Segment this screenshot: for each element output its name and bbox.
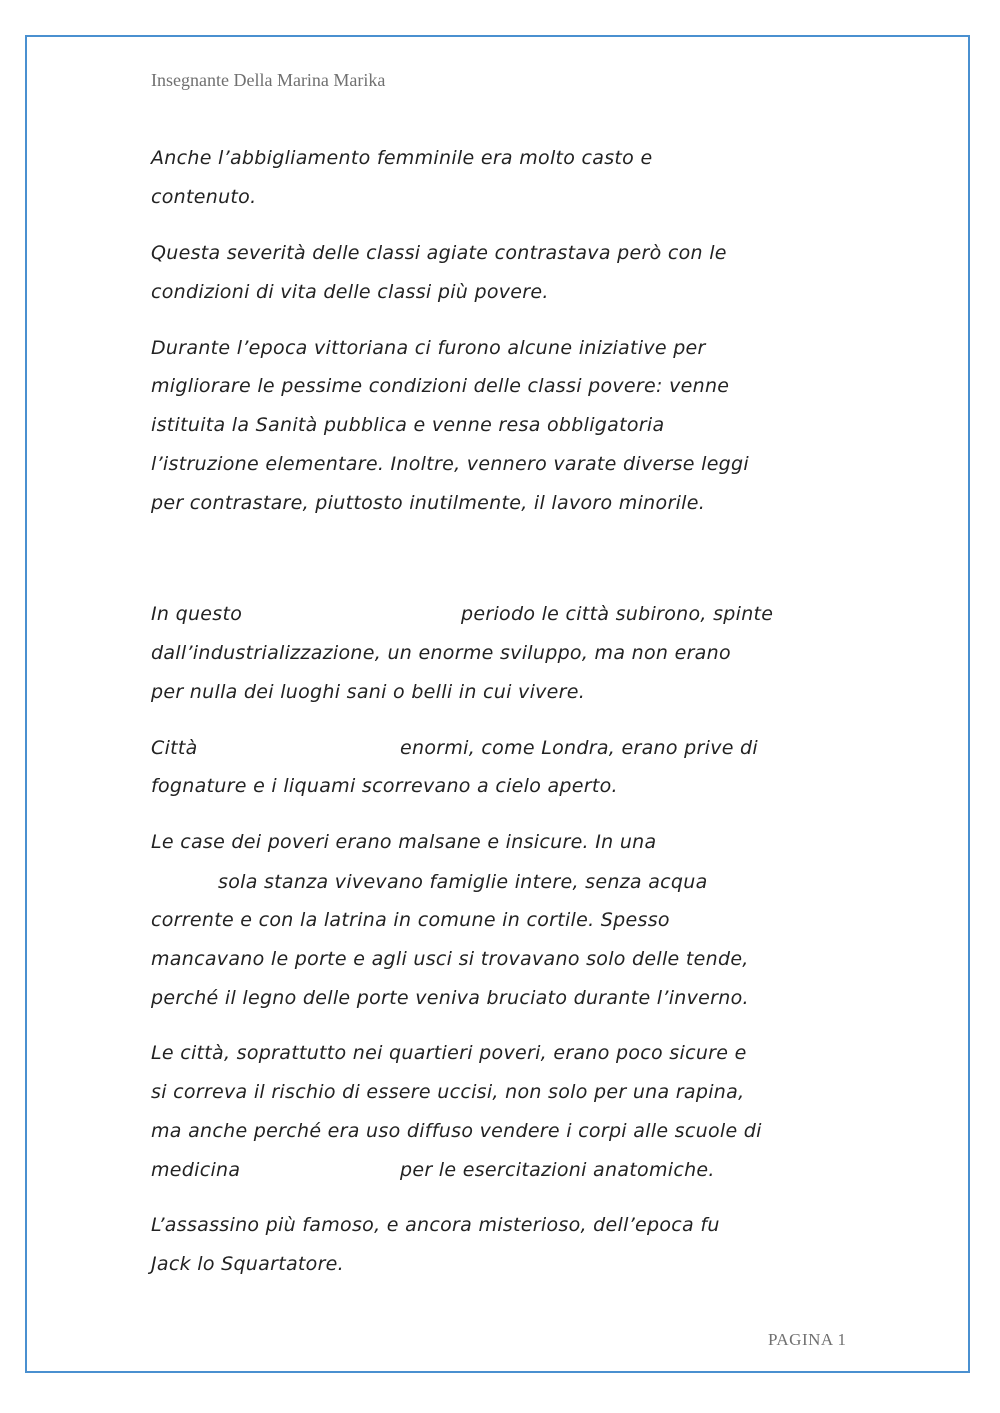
paragraph-7-line-2: si correva il rischio di essere uccisi, non solo per una rapina, [151, 1081, 745, 1103]
paragraph-2-line-2: condizioni di vita delle classi più povere. [151, 281, 549, 303]
paragraph-1-line-2: contenuto. [151, 186, 257, 208]
paragraph-8-line-1: L’assassino più famoso, e ancora misterioso, dell’epoca fu [151, 1214, 720, 1236]
fill-in-blank-4[interactable] [261, 1156, 391, 1182]
paragraph-6-line-2: sola stanza vivevano famiglie intere, senza acqua [218, 871, 708, 893]
paragraph-6-line-1: Le case dei poveri erano malsane e insicure. In una [151, 831, 657, 853]
paragraph-4-line-1b: periodo le città subirono, spinte [461, 603, 774, 625]
paragraph-6-line-3: corrente e con la latrina in comune in cortile. Spesso [151, 909, 670, 931]
fill-in-blank-2[interactable] [221, 734, 391, 760]
page-header: Insegnante Della Marina Marika [151, 70, 386, 90]
paragraph-8-line-2: Jack lo Squartatore. [151, 1253, 345, 1275]
paragraph-7-line-4b: per le esercitazioni anatomiche. [400, 1159, 715, 1181]
paragraph-4-line-2: dall’industrializzazione, un enorme sviluppo, ma non erano [151, 642, 731, 664]
paragraph-7-line-4a: medicina [151, 1159, 241, 1181]
paragraph-7-line-1: Le città, soprattutto nei quartieri poveri, erano poco sicure e [151, 1042, 747, 1064]
paragraph-1-line-1: Anche l’abbigliamento femminile era molto casto e [151, 147, 653, 169]
paragraph-3-line-2: migliorare le pessime condizioni delle classi povere: venne [151, 375, 730, 397]
paragraph-3-line-1: Durante l’epoca vittoriana ci furono alcune iniziative per [151, 337, 706, 359]
paragraph-4-line-3: per nulla dei luoghi sani o belli in cui vivere. [151, 681, 586, 703]
paragraph-3-line-4: l’istruzione elementare. Inoltre, vennero varate diverse leggi [151, 453, 749, 475]
paragraph-5-line-2: fognature e i liquami scorrevano a cielo aperto. [151, 775, 618, 797]
paragraph-7-line-3: ma anche perché era uso diffuso vendere i corpi alle scuole di [151, 1120, 762, 1142]
paragraph-6-line-4: mancavano le porte e agli usci si trovavano solo delle tende, [151, 948, 749, 970]
page-number: PAGINA 1 [768, 1330, 847, 1349]
paragraph-3-line-3: istituita la Sanità pubblica e venne resa obbligatoria [151, 414, 665, 436]
fill-in-blank-3[interactable] [151, 868, 211, 894]
paragraph-3-line-5: per contrastare, piuttosto inutilmente, il lavoro minorile. [151, 492, 706, 514]
paragraph-6-line-5: perché il legno delle porte veniva bruciato durante l’inverno. [151, 987, 749, 1009]
paragraph-5-line-1b: enormi, come Londra, erano prive di [400, 737, 759, 759]
paragraph-2-line-1: Questa severità delle classi agiate contrastava però con le [151, 242, 727, 264]
fill-in-blank-1[interactable] [271, 600, 451, 626]
paragraph-5-line-1a: Città [151, 737, 198, 759]
paragraph-4-line-1a: In questo [151, 603, 243, 625]
